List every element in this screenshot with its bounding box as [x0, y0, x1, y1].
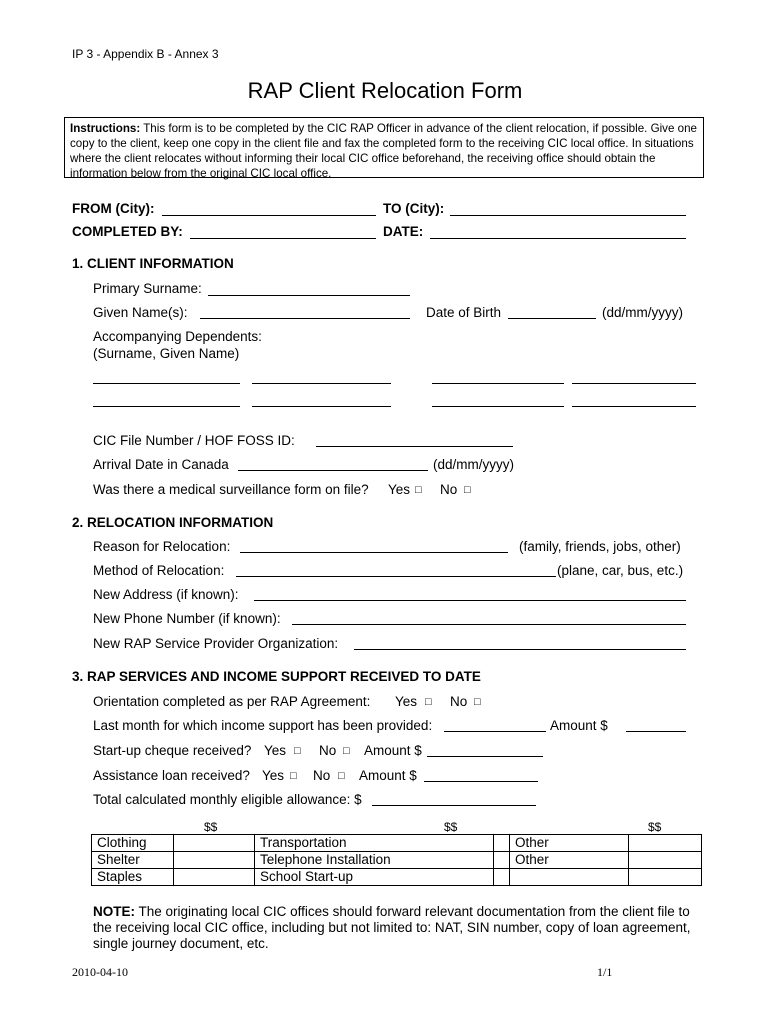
given-names-label: Given Name(s):: [93, 305, 188, 320]
arrival-date-label: Arrival Date in Canada: [93, 457, 229, 472]
section3-heading: 3. RAP SERVICES AND INCOME SUPPORT RECEIVED TO DATE: [72, 669, 481, 684]
startup-no-checkbox[interactable]: □: [343, 745, 350, 757]
orientation-no-label: No: [450, 694, 468, 709]
loan-label: Assistance loan received?: [93, 768, 250, 783]
provider-field[interactable]: [354, 649, 686, 650]
amount-cell[interactable]: [629, 869, 702, 886]
amount-cell[interactable]: [629, 835, 702, 852]
total-allowance-field[interactable]: [372, 805, 536, 806]
startup-amount-label: Amount $: [364, 743, 422, 758]
new-address-field[interactable]: [254, 600, 686, 601]
loan-amount-field[interactable]: [424, 781, 538, 782]
category-cell: Shelter: [92, 852, 174, 869]
method-label: Method of Relocation:: [93, 563, 225, 578]
dependent-field[interactable]: [572, 383, 696, 384]
new-phone-field[interactable]: [292, 624, 686, 625]
startup-label: Start-up cheque received?: [93, 743, 252, 758]
last-month-field[interactable]: [444, 731, 546, 732]
amount-cell[interactable]: [174, 852, 255, 869]
amount-cell[interactable]: [174, 869, 255, 886]
page-title: RAP Client Relocation Form: [247, 78, 523, 103]
instructions-label: Instructions:: [70, 122, 141, 135]
last-month-amount-label: Amount $: [550, 718, 608, 733]
orientation-label: Orientation completed as per RAP Agreement:: [93, 694, 371, 709]
category-cell: Clothing: [92, 835, 174, 852]
primary-surname-field[interactable]: [208, 295, 410, 296]
startup-yes-checkbox[interactable]: □: [294, 745, 301, 757]
instructions-text: This form is to be completed by the CIC RAP Officer in advance of the client relocation, if possible. Give one copy to the client, keep one copy in the client file and fax the completed form to the receiving CIC local office. In situations where the client relocates without informing their local CIC office beforehand, the receiving office should obtain the information below from the original CIC local office.: [70, 122, 697, 180]
date-field[interactable]: [430, 238, 686, 239]
category-cell: Other: [510, 852, 629, 869]
file-number-label: CIC File Number / HOF FOSS ID:: [93, 433, 295, 448]
reason-field[interactable]: [240, 552, 508, 553]
dependent-field[interactable]: [432, 383, 564, 384]
new-address-label: New Address (if known):: [93, 587, 239, 602]
orientation-no-checkbox[interactable]: □: [474, 696, 481, 708]
completed-by-field[interactable]: [190, 238, 376, 239]
medical-no-checkbox[interactable]: □: [464, 484, 471, 496]
amount-cell[interactable]: [494, 852, 510, 869]
table-row: [92, 869, 702, 886]
currency-header: $$: [204, 820, 218, 834]
dependent-field[interactable]: [252, 383, 391, 384]
loan-no-label: No: [313, 768, 331, 783]
medical-yes-label: Yes: [388, 482, 411, 497]
dob-format: (dd/mm/yyyy): [602, 305, 683, 320]
dob-field[interactable]: [508, 318, 596, 319]
file-number-field[interactable]: [316, 446, 513, 447]
note-text: The originating local CIC offices should forward relevant documentation from the client file to the receiving local CIC office, including but not limited to: NAT, SIN number, copy of loan agreement, single journey document, etc.: [93, 904, 691, 951]
category-cell: Staples: [92, 869, 174, 886]
footer-date: 2010-04-10: [72, 965, 128, 979]
dob-label: Date of Birth: [426, 305, 502, 320]
medical-no-label: No: [440, 482, 458, 497]
dependent-field[interactable]: [93, 406, 240, 407]
completed-by-label: COMPLETED BY:: [72, 224, 183, 239]
method-field[interactable]: [236, 576, 556, 577]
amount-cell[interactable]: [174, 835, 255, 852]
currency-header: $$: [444, 820, 458, 834]
section1-heading: 1. CLIENT INFORMATION: [72, 256, 234, 271]
last-month-label: Last month for which income support has been provided:: [93, 718, 433, 733]
medical-yes-checkbox[interactable]: □: [415, 484, 422, 496]
to-city-label: TO (City):: [383, 201, 445, 216]
to-city-field[interactable]: [450, 215, 686, 216]
annex-reference: IP 3 - Appendix B - Annex 3: [72, 47, 219, 61]
arrival-date-format: (dd/mm/yyyy): [433, 457, 514, 472]
loan-no-checkbox[interactable]: □: [338, 770, 345, 782]
table-row: [92, 852, 702, 869]
loan-yes-checkbox[interactable]: □: [290, 770, 297, 782]
category-cell: School Start-up: [255, 869, 494, 886]
total-allowance-label: Total calculated monthly eligible allowance: $: [93, 792, 362, 807]
dependent-field[interactable]: [93, 383, 240, 384]
loan-amount-label: Amount $: [359, 768, 417, 783]
table-row: [92, 835, 702, 852]
orientation-yes-label: Yes: [395, 694, 418, 709]
given-names-field[interactable]: [200, 318, 410, 319]
last-month-amount-field[interactable]: [626, 731, 686, 732]
primary-surname-label: Primary Surname:: [93, 281, 202, 296]
dependents-sublabel: (Surname, Given Name): [93, 346, 240, 361]
instructions-box: [64, 117, 704, 178]
startup-amount-field[interactable]: [427, 756, 543, 757]
arrival-date-field[interactable]: [238, 470, 428, 471]
amount-cell[interactable]: [629, 852, 702, 869]
allowance-table: [91, 834, 702, 886]
note-paragraph: [93, 904, 703, 952]
dependents-label: Accompanying Dependents:: [93, 329, 262, 344]
date-label: DATE:: [383, 224, 424, 239]
reason-label: Reason for Relocation:: [93, 539, 231, 554]
dependent-field[interactable]: [252, 406, 391, 407]
category-cell: Other: [510, 835, 629, 852]
note-label: NOTE:: [93, 904, 135, 919]
category-cell: Transportation: [255, 835, 494, 852]
dependent-field[interactable]: [572, 406, 696, 407]
category-cell: [510, 869, 629, 886]
page-number: 1/1: [597, 965, 613, 979]
currency-header: $$: [648, 820, 662, 834]
startup-yes-label: Yes: [264, 743, 287, 758]
from-city-label: FROM (City):: [72, 201, 155, 216]
amount-cell[interactable]: [494, 869, 510, 886]
dependent-field[interactable]: [432, 406, 564, 407]
reason-hint: (family, friends, jobs, other): [519, 539, 681, 554]
method-hint: (plane, car, bus, etc.): [557, 563, 684, 578]
category-cell: Telephone Installation: [255, 852, 494, 869]
from-city-field[interactable]: [162, 215, 376, 216]
loan-yes-label: Yes: [262, 768, 285, 783]
orientation-yes-checkbox[interactable]: □: [425, 696, 432, 708]
provider-label: New RAP Service Provider Organization:: [93, 636, 339, 651]
section2-heading: 2. RELOCATION INFORMATION: [72, 515, 274, 530]
amount-cell[interactable]: [494, 835, 510, 852]
new-phone-label: New Phone Number (if known):: [93, 611, 281, 626]
startup-no-label: No: [319, 743, 337, 758]
medical-question: Was there a medical surveillance form on file?: [93, 482, 369, 497]
